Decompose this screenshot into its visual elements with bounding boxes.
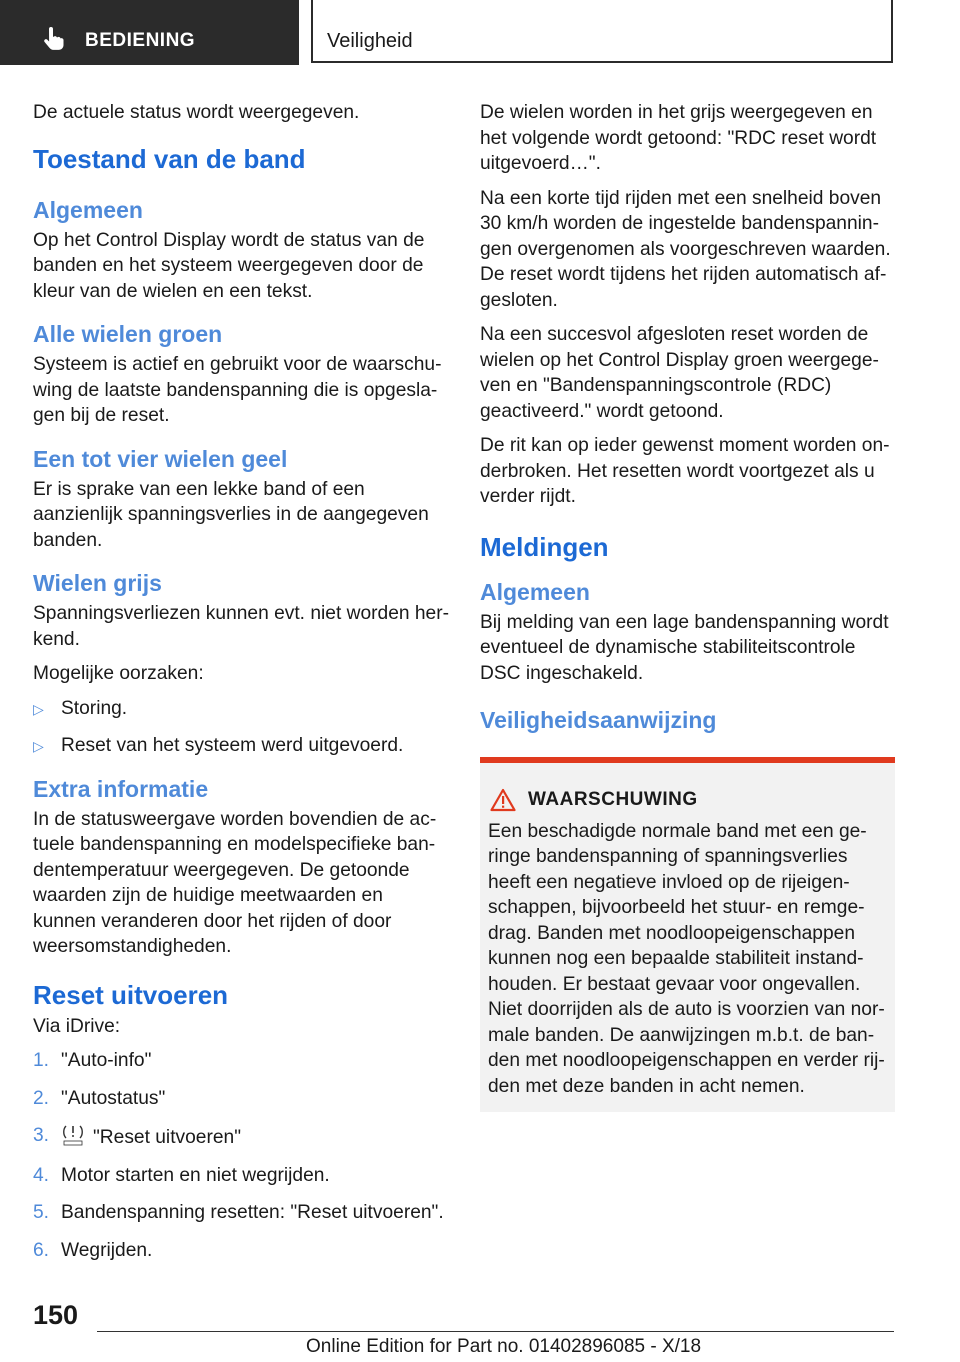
triangle-bullet-icon: ▷ xyxy=(33,738,44,754)
warning-label: WAARSCHUWING xyxy=(528,789,698,810)
text-geel: Er is sprake van een lekke band of een aanzienlijk spanningsverlies in de aangegeven banden. xyxy=(33,478,429,551)
warning-header xyxy=(488,787,887,813)
warning-box xyxy=(480,757,895,1112)
text-via-idrive: Via iDrive: xyxy=(33,1015,121,1037)
list-item: 3. "Reset uitvoeren" xyxy=(33,1125,242,1148)
heading-extra-informatie: Extra informatie xyxy=(33,775,209,802)
header-section-label: BEDIENING xyxy=(85,30,196,51)
list-item: 1. "Auto-info" xyxy=(33,1050,152,1071)
list-item: 2. "Autostatus" xyxy=(33,1087,166,1109)
hand-pointer-icon xyxy=(40,26,66,52)
page-number: 150 xyxy=(33,1300,79,1330)
page-title: Veiligheid xyxy=(327,30,413,52)
heading-meldingen: Meldingen xyxy=(480,531,609,562)
heading-toestand: Toestand van de band xyxy=(33,143,306,174)
list-item: ▷ Reset van het systeem werd uitgevoerd. xyxy=(33,733,449,759)
text-rdc-reset: De wielen worden in het grijs weergegeven en het volgende wordt getoond: "RDC reset wordt uitgevoerd…". xyxy=(480,102,877,174)
text-extra: In de statusweergave worden bovendien de actuele bandenspanning en modelspecifieke bandentemperatuur weergegeven. De getoonde waarden zijn de huidige meetwaarden en kunnen veranderen door het rijden of door weersomstandigheden. xyxy=(33,808,437,957)
heading-wielen-geel: Een tot vier wielen geel xyxy=(33,445,288,472)
text-algemeen: Op het Control Display wordt de status van de banden en het systeem weergegeven door de kleur van de wielen en een tekst. xyxy=(33,229,425,302)
footer-divider xyxy=(97,1331,894,1332)
header-section-tab xyxy=(0,0,299,65)
list-item: 5. Bandenspanning resetten: "Reset uitvoeren". xyxy=(33,1202,444,1223)
list-item: ▷ Storing. xyxy=(33,696,449,722)
triangle-bullet-icon: ▷ xyxy=(33,700,44,717)
text-onderbroken: De rit kan op ieder gewenst moment worden onderbroken. Het resetten wordt voortgezet als u verder rijdt. xyxy=(480,435,890,507)
text-succesvol: Na een succesvol afgesloten reset worden de wielen op het Control Display groen weergegeven en "Bandenspanningscontrole (RDC) geactiveerd." wordt getoond. xyxy=(480,324,879,422)
heading-algemeen-meldingen: Algemeen xyxy=(480,578,590,605)
list-item: 6. Wegrijden. xyxy=(33,1239,153,1261)
intro-text: De actuele status wordt weergegeven. xyxy=(33,102,360,123)
heading-veiligheidsaanwijzing: Veiligheidsaanwijzing xyxy=(480,707,717,733)
left-column xyxy=(33,100,449,1275)
text-oorzaken: Mogelijke oorzaken: xyxy=(33,663,204,684)
text-korte-tijd: Na een korte tijd rijden met een snelheid boven 30 km/h worden de ingestelde bandenspanningen overgenomen als voorgeschreven waarden. De reset wordt tijdens het rijden automatisch afgesloten. xyxy=(480,187,891,311)
list-item: 4. Motor starten en niet wegrijden. xyxy=(33,1164,330,1186)
text-groen: Systeem is actief en gebruikt voor de waarschuwing de laatste bandenspanning die is opgeslagen bij de reset. xyxy=(33,354,442,426)
reset-steps-list xyxy=(33,1048,449,1263)
text-grijs: Spanningsverliezen kunnen evt. niet worden herkend. xyxy=(33,603,449,650)
text-algemeen-meldingen: Bij melding van een lage bandenspanning wordt eventueel de dynamische stabiliteitscontrole DSC ingeschakeld. xyxy=(480,611,889,684)
warning-triangle-icon xyxy=(490,788,516,812)
footer-edition: Online Edition for Part no. 01402896085 - X/18 xyxy=(306,1336,702,1357)
warning-text: Een beschadigde normale band met een geringe bandenspanning of spanningsverlies heeft een negatieve invloed op de rijeigenschappen, bijvoorbeeld het stuur- en remgedrag. Banden met noodloopeigenschappen kunnen nog een bepaalde stabiliteit instandhouden. Er bestaat gevaar voor ongevallen. Niet doorrijden als de auto is voorzien van normale banden. De aanwijzingen m.b.t. de banden met noodloopeigenschappen en verder rijden met deze banden in acht nemen. xyxy=(488,820,885,1097)
tire-reset-icon xyxy=(61,1123,85,1147)
heading-alle-wielen-groen: Alle wielen groen xyxy=(33,321,223,347)
right-column xyxy=(480,100,896,738)
header-title-box xyxy=(311,0,893,63)
heading-reset-uitvoeren: Reset uitvoeren xyxy=(33,979,229,1010)
heading-algemeen: Algemeen xyxy=(33,196,143,223)
heading-wielen-grijs: Wielen grijs xyxy=(33,570,162,596)
oorzaken-list xyxy=(33,696,449,759)
